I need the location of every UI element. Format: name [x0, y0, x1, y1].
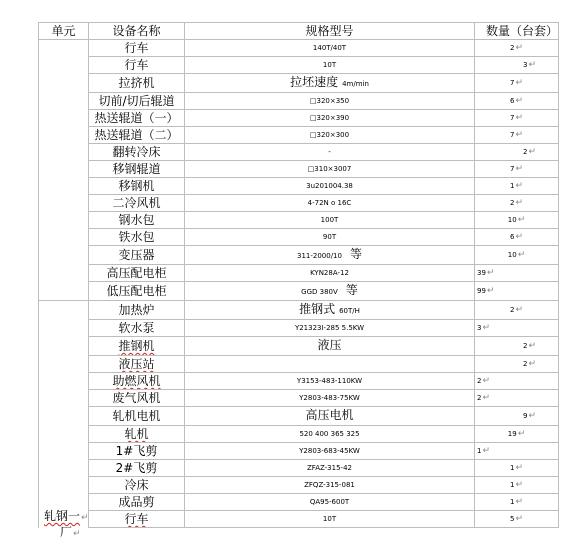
return-mark: ↵ [528, 411, 536, 421]
return-mark: ↵ [515, 43, 523, 53]
spec-cell [185, 93, 475, 110]
spec-cell [185, 246, 475, 265]
spec-value: Y2803-683-45KW [299, 447, 360, 455]
equipment-name [89, 356, 185, 373]
header-qty: 数量（台套） [475, 23, 559, 40]
equipment-name [89, 443, 185, 460]
return-mark: ↵ [515, 232, 523, 242]
equipment-name-text: 行车 [124, 41, 149, 55]
table-row [39, 426, 559, 443]
equipment-name [89, 390, 185, 407]
spec-cell [185, 426, 475, 443]
return-mark: ↵ [528, 147, 536, 157]
spec-value: 520 400 365 325 [299, 430, 360, 438]
qty-value: 7 [509, 131, 515, 139]
equipment-name [89, 320, 185, 337]
qty-cell [475, 229, 559, 246]
spec-cell [185, 282, 475, 301]
spec-cell [185, 494, 475, 511]
qty-value: 1 [509, 498, 515, 506]
return-mark: ↵ [528, 60, 536, 70]
spec-suffix: 等 [349, 247, 362, 261]
table-row [39, 511, 559, 528]
spec-cell [185, 356, 475, 373]
qty-cell [475, 390, 559, 407]
spec-value: ZFAZ-315-42 [307, 464, 352, 472]
table-row [39, 356, 559, 373]
spec-cell [185, 144, 475, 161]
spec-cell [185, 161, 475, 178]
return-mark: ↵ [515, 164, 523, 174]
qty-cell [475, 494, 559, 511]
equipment-name [89, 144, 185, 161]
equipment-name [89, 161, 185, 178]
equipment-name-text: 轧机 [124, 427, 149, 441]
qty-cell [475, 511, 559, 528]
spec-cell [185, 57, 475, 74]
equipment-name [89, 178, 185, 195]
table-row [39, 212, 559, 229]
qty-value: 1 [477, 447, 482, 455]
table-row [39, 246, 559, 265]
table-row [39, 282, 559, 301]
table-row [39, 373, 559, 390]
equipment-name-text: 助燃风机 [112, 374, 161, 388]
spec-value: Y21323I-285 5.5KW [294, 324, 365, 332]
equipment-name-text: 2#飞剪 [115, 461, 158, 475]
spec-cell [185, 178, 475, 195]
equipment-name-text: 液压站 [118, 357, 155, 371]
table-row [39, 337, 559, 356]
equipment-name-text: 热送辊道（二） [94, 128, 179, 142]
equipment-name [89, 373, 185, 390]
table-row [39, 494, 559, 511]
table-row [39, 443, 559, 460]
equipment-name-text: 冷床 [124, 478, 149, 492]
return-mark: ↵ [515, 480, 523, 490]
equipment-name-text: 软水泵 [118, 321, 155, 335]
spec-main: 拉坯速度 [290, 75, 339, 89]
qty-value: 9 [522, 412, 528, 420]
qty-value: 10 [507, 216, 517, 224]
return-mark: ↵ [73, 529, 81, 539]
qty-cell [475, 161, 559, 178]
table-row [39, 57, 559, 74]
table-row [39, 460, 559, 477]
qty-value: 2 [522, 342, 528, 350]
equipment-name [89, 212, 185, 229]
equipment-name-text: 二冷风机 [112, 196, 161, 210]
spec-suffix: 等 [345, 283, 358, 297]
qty-cell [475, 426, 559, 443]
equipment-name [89, 74, 185, 93]
equipment-name [89, 229, 185, 246]
equipment-name-text: 行车 [124, 512, 149, 526]
qty-value: 2 [522, 148, 528, 156]
equipment-name [89, 110, 185, 127]
qty-value: 6 [509, 233, 515, 241]
qty-value: 6 [509, 97, 515, 105]
return-mark: ↵ [515, 514, 523, 524]
unit-cell [39, 40, 89, 301]
spec-value: 90T [322, 233, 337, 241]
equipment-name-text: 切前/切后辊道 [98, 94, 175, 108]
qty-cell [475, 144, 559, 161]
qty-cell [475, 460, 559, 477]
spec-value: □320×300 [309, 131, 350, 139]
spec-value: 311-2000/10 [297, 252, 342, 260]
return-mark: ↵ [515, 96, 523, 106]
spec-value: - [328, 148, 331, 156]
table-row [39, 144, 559, 161]
return-mark: ↵ [528, 341, 536, 351]
return-mark: ↵ [517, 429, 526, 439]
unit-cell [39, 301, 89, 528]
return-mark: ↵ [81, 513, 89, 523]
return-mark: ↵ [486, 286, 495, 296]
header-spec: 规格型号 [185, 23, 475, 40]
qty-cell [475, 195, 559, 212]
table-row [39, 178, 559, 195]
equipment-name [89, 426, 185, 443]
return-mark: ↵ [515, 497, 523, 507]
equipment-name-text: 变压器 [118, 248, 155, 262]
table-row [39, 74, 559, 93]
header-row [39, 23, 559, 40]
spec-value: Y2803-483-75KW [299, 394, 360, 402]
qty-cell [475, 74, 559, 93]
spec-value: 140T/40T [312, 44, 347, 52]
spec-cell [185, 110, 475, 127]
qty-cell [475, 40, 559, 57]
spec-cell [185, 40, 475, 57]
qty-value: 2 [522, 360, 528, 368]
spec-value: □320×350 [309, 97, 350, 105]
equipment-name [89, 57, 185, 74]
spec-main: 高压电机 [305, 408, 354, 422]
equipment-name [89, 127, 185, 144]
return-mark: ↵ [486, 268, 495, 278]
spec-cell [185, 460, 475, 477]
table-row [39, 161, 559, 178]
table-row [39, 301, 559, 320]
qty-cell [475, 178, 559, 195]
spec-value: KYN28A-12 [310, 269, 349, 277]
table-row [39, 110, 559, 127]
equipment-name [89, 511, 185, 528]
spec-value: ZFQZ-315-081 [304, 481, 355, 489]
return-mark: ↵ [482, 376, 491, 386]
qty-cell [475, 320, 559, 337]
spec-value: □320×390 [309, 114, 350, 122]
equipment-name-text: 高压配电柜 [106, 266, 167, 280]
spec-cell [185, 320, 475, 337]
spec-cell [185, 301, 475, 320]
unit-label-tail-text: 厂 [60, 525, 73, 539]
spec-cell [185, 212, 475, 229]
table-row [39, 40, 559, 57]
qty-value: 7 [509, 165, 515, 173]
equipment-name [89, 494, 185, 511]
header-unit: 单元 [39, 23, 89, 40]
table-row [39, 390, 559, 407]
qty-cell [475, 127, 559, 144]
qty-value: 2 [509, 199, 515, 207]
spec-cell [185, 511, 475, 528]
qty-value: 1 [509, 182, 515, 190]
spec-value: 3u201004.38 [306, 182, 353, 190]
return-mark: ↵ [515, 463, 523, 473]
return-mark: ↵ [517, 250, 526, 260]
spec-main: 液压 [317, 338, 342, 352]
equipment-name [89, 40, 185, 57]
equipment-table [38, 22, 559, 528]
equipment-name-text: 移钢机 [118, 179, 155, 193]
return-mark: ↵ [517, 215, 526, 225]
table-row [39, 195, 559, 212]
equipment-name [89, 195, 185, 212]
qty-value: 3 [477, 324, 482, 332]
spec-value: 4-72N o 16C [307, 199, 352, 207]
qty-cell [475, 212, 559, 229]
equipment-name [89, 460, 185, 477]
spec-value: □310×3007 [307, 165, 352, 173]
equipment-name-text: 移钢辊道 [112, 162, 161, 176]
spec-cell [185, 265, 475, 282]
spec-cell [185, 74, 475, 93]
qty-value: 3 [522, 61, 528, 69]
equipment-name-text: 行车 [124, 58, 149, 72]
equipment-name [89, 93, 185, 110]
equipment-name-text: 热送辊道（一） [94, 111, 179, 125]
qty-cell [475, 301, 559, 320]
equipment-name-text: 1#飞剪 [115, 444, 158, 458]
qty-cell [475, 282, 559, 301]
qty-value: 99 [477, 287, 486, 295]
return-mark: ↵ [482, 446, 491, 456]
equipment-name [89, 407, 185, 426]
spec-cell [185, 229, 475, 246]
equipment-name [89, 301, 185, 320]
return-mark: ↵ [515, 198, 523, 208]
return-mark: ↵ [515, 181, 523, 191]
spec-value: Y3153-483-110KW [296, 377, 363, 385]
equipment-name [89, 282, 185, 301]
table-row [39, 320, 559, 337]
qty-cell [475, 356, 559, 373]
return-mark: ↵ [482, 393, 491, 403]
spec-cell [185, 127, 475, 144]
spec-cell [185, 407, 475, 426]
qty-cell [475, 246, 559, 265]
qty-value: 2 [509, 306, 515, 314]
qty-cell [475, 337, 559, 356]
spec-cell [185, 443, 475, 460]
qty-value: 7 [509, 114, 515, 122]
table-row [39, 229, 559, 246]
qty-cell [475, 477, 559, 494]
spec-value: 10T [322, 61, 337, 69]
spec-cell [185, 337, 475, 356]
qty-value: 39 [477, 269, 486, 277]
spec-value: GGD 380V [301, 288, 338, 296]
spec-value: QA95-600T [309, 498, 350, 506]
equipment-name-text: 废气风机 [112, 391, 161, 405]
table-row [39, 265, 559, 282]
equipment-name-text: 铁水包 [118, 230, 155, 244]
table-row [39, 407, 559, 426]
equipment-name-text: 拉挤机 [118, 76, 155, 90]
qty-cell [475, 57, 559, 74]
equipment-name [89, 337, 185, 356]
qty-value: 1 [509, 481, 515, 489]
return-mark: ↵ [515, 305, 523, 315]
spec-value: 60T/H [339, 307, 360, 315]
header-name: 设备名称 [89, 23, 185, 40]
spec-value: 100T [320, 216, 339, 224]
spec-main: 推钢式 [299, 302, 336, 316]
qty-cell [475, 93, 559, 110]
qty-cell [475, 407, 559, 426]
qty-cell [475, 373, 559, 390]
return-mark: ↵ [482, 323, 491, 333]
qty-cell [475, 110, 559, 127]
qty-value: 2 [509, 44, 515, 52]
equipment-name-text: 翻转冷床 [112, 145, 161, 159]
equipment-name-text: 轧机电机 [112, 409, 161, 423]
table-row [39, 93, 559, 110]
return-mark: ↵ [515, 78, 523, 88]
table-row [39, 477, 559, 494]
equipment-name-text: 推钢机 [118, 339, 155, 353]
qty-value: 2 [477, 377, 482, 385]
qty-value: 10 [507, 251, 517, 259]
unit-label-tail [60, 524, 81, 542]
equipment-name-text: 低压配电柜 [106, 284, 167, 298]
unit-label-text: 轧钢一 [44, 509, 81, 523]
return-mark: ↵ [515, 113, 523, 123]
qty-value: 5 [509, 515, 515, 523]
qty-value: 19 [507, 430, 517, 438]
qty-value: 2 [477, 394, 482, 402]
equipment-name [89, 246, 185, 265]
table-row [39, 127, 559, 144]
table-body [39, 23, 559, 528]
spec-cell [185, 477, 475, 494]
spec-cell [185, 373, 475, 390]
qty-cell [475, 265, 559, 282]
return-mark: ↵ [515, 130, 523, 140]
equipment-name [89, 477, 185, 494]
return-mark: ↵ [528, 359, 536, 369]
equipment-name [89, 265, 185, 282]
spec-value: 4m/min [342, 80, 369, 88]
qty-cell [475, 443, 559, 460]
spec-cell [185, 195, 475, 212]
qty-value: 7 [509, 79, 515, 87]
equipment-name-text: 钢水包 [118, 213, 155, 227]
spec-cell [185, 390, 475, 407]
qty-value: 1 [509, 464, 515, 472]
equipment-name-text: 成品剪 [118, 495, 155, 509]
equipment-name-text: 加热炉 [118, 303, 155, 317]
spec-value: 10T [322, 515, 337, 523]
